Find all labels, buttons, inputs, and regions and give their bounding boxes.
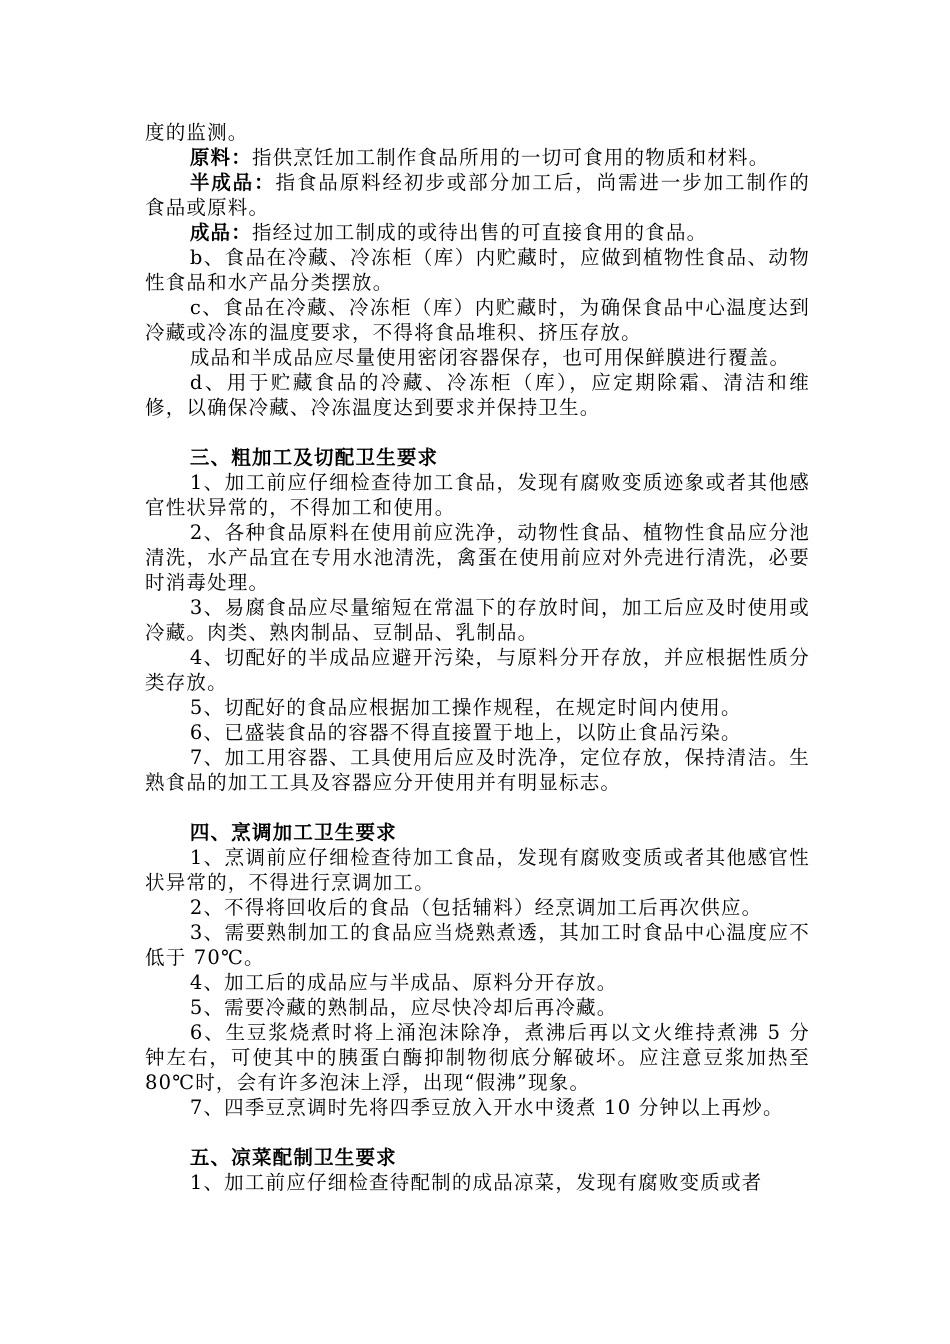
term-raw-material: 原料：: [189, 146, 252, 169]
section-3-item: 6、已盛装食品的容器不得直接置于地上，以防止食品污染。: [189, 721, 742, 744]
item-b: b、食品在冷藏、冷冻柜（库）内贮藏时，应做到植物性食品、动物性食品和水产品分类摆放。: [145, 246, 810, 294]
item-c: c、食品在冷藏、冷冻柜（库）内贮藏时，为确保食品中心温度达到冷藏或冷冻的温度要求，不得将食品堆积、挤压存放。: [145, 296, 810, 344]
section-4-item: 5、需要冷藏的熟制品，应尽快冷却后再冷藏。: [189, 996, 618, 1019]
term-semi-product: 半成品：: [189, 171, 276, 194]
section-3-item: 7、加工用容器、工具使用后应及时洗净，定位存放，保持清洁。生熟食品的加工工具及容器应分开使用并有明显标志。: [145, 746, 810, 794]
section-3-item: 2、各种食品原料在使用前应洗净，动物性食品、植物性食品应分池清洗，水产品宜在专用水池清洗，禽蛋在使用前应对外壳进行清洗，必要时消毒处理。: [145, 521, 810, 594]
term-final-product: 成品：: [189, 221, 252, 244]
section-4-item: 4、加工后的成品应与半成品、原料分开存放。: [189, 971, 618, 994]
definition-raw-material: [145, 145, 810, 170]
definition-text: 指食品原料经初步或部分加工后，尚需进一步加工制作的食品或原料。: [145, 171, 810, 219]
section-3-item: 5、切配好的食品应根据加工操作规程，在规定时间内使用。: [189, 696, 742, 719]
definition-text: 指经过加工制成的或待出售的可直接食用的食品。: [251, 221, 708, 244]
section-3-item: 1、加工前应仔细检查待加工食品，发现有腐败变质迹象或者其他感官性状异常的，不得加工和使用。: [145, 471, 810, 519]
document-body: [145, 120, 810, 1195]
section-4-item: 1、烹调前应仔细检查待加工食品，发现有腐败变质或者其他感官性状异常的，不得进行烹调加工。: [145, 846, 810, 894]
definition-semi-product: [145, 170, 810, 220]
definition-text: 指供烹饪加工制作食品所用的一切可食用的物质和材料。: [251, 146, 770, 169]
section-4-heading: 四、烹调加工卫生要求: [189, 821, 397, 844]
section-4-item: 3、需要熟制加工的食品应当烧熟煮透，其加工时食品中心温度应不低于 70℃。: [145, 921, 810, 969]
paragraph-continued: 度的监测。: [145, 121, 249, 144]
section-4-item: 7、四季豆烹调时先将四季豆放入开水中烫煮 10 分钟以上再炒。: [189, 1096, 784, 1119]
section-3-item: 3、易腐食品应尽量缩短在常温下的存放时间，加工后应及时使用或冷藏。肉类、熟肉制品、豆制品、乳制品。: [145, 596, 810, 644]
section-5-item: 1、加工前应仔细检查待配制的成品凉菜，发现有腐败变质或者: [189, 1171, 763, 1194]
definition-final-product: [145, 220, 810, 245]
item-c-note: 成品和半成品应尽量使用密闭容器保存，也可用保鲜膜进行覆盖。: [189, 346, 791, 369]
section-4-item: 2、不得将回收后的食品（包括辅料）经烹调加工后再次供应。: [189, 896, 763, 919]
section-5-heading: 五、凉菜配制卫生要求: [189, 1146, 397, 1169]
section-3-item: 4、切配好的半成品应避开污染，与原料分开存放，并应根据性质分类存放。: [145, 646, 810, 694]
section-3-heading: 三、粗加工及切配卫生要求: [189, 446, 439, 469]
item-d: d、用于贮藏食品的冷藏、冷冻柜（库），应定期除霜、清洁和维修，以确保冷藏、冷冻温度达到要求并保持卫生。: [145, 371, 810, 419]
section-4-item: 6、生豆浆烧煮时将上涌泡沫除净，煮沸后再以文火维持煮沸 5 分钟左右，可使其中的胰蛋白酶抑制物彻底分解破坏。应注意豆浆加热至 80℃时，会有许多泡沫上浮，出现“假沸”现象。: [145, 1021, 810, 1094]
